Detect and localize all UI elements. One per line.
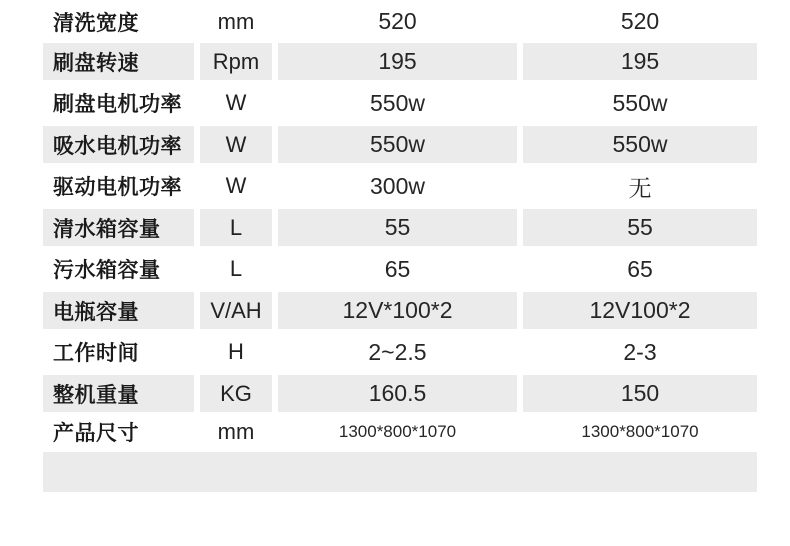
spec-unit: mm <box>217 8 255 34</box>
spec-row <box>43 163 757 209</box>
spec-value-model-2: 12V100*2 <box>523 292 757 329</box>
spec-row <box>43 209 757 246</box>
spec-value-model-1: 550w <box>370 89 425 116</box>
spec-label: 吸水电机功率 <box>43 126 194 163</box>
spec-row <box>43 246 757 292</box>
spec-row <box>43 126 757 163</box>
spec-value-model-1: 300w <box>370 172 425 199</box>
spec-value-model-2: 55 <box>523 209 757 246</box>
spec-row <box>43 0 757 43</box>
spec-row <box>43 375 757 412</box>
spec-label: 产品尺寸 <box>53 421 139 445</box>
spec-unit: mm <box>217 418 255 444</box>
spec-value-model-2: 195 <box>523 43 757 80</box>
spec-value-model-2: 550w <box>612 89 668 116</box>
spec-unit: Rpm <box>200 43 272 80</box>
spec-value-model-1: 195 <box>278 43 517 80</box>
empty-footer-band <box>43 452 757 492</box>
spec-label: 污水箱容量 <box>53 259 161 282</box>
spec-label: 清洗宽度 <box>53 11 139 35</box>
spec-value-model-1: 520 <box>378 8 417 34</box>
spec-label: 刷盘转速 <box>43 43 194 80</box>
spec-value-model-2: 1300*800*1070 <box>581 421 699 441</box>
spec-value-model-1: 55 <box>278 209 517 246</box>
spec-label: 驱动电机功率 <box>53 176 182 199</box>
spec-row <box>43 412 757 451</box>
spec-value-model-1: 550w <box>278 126 517 163</box>
spec-unit: V/AH <box>200 292 272 329</box>
spec-unit: H <box>228 339 244 364</box>
spec-label: 工作时间 <box>53 342 139 365</box>
spec-value-model-1: 2~2.5 <box>368 338 427 365</box>
spec-unit: L <box>229 256 243 281</box>
spec-row <box>43 329 757 375</box>
spec-value-model-2: 550w <box>523 126 757 163</box>
spec-label: 整机重量 <box>43 375 194 412</box>
spec-unit: W <box>200 126 272 163</box>
spec-value-model-2: 无 <box>628 174 652 201</box>
spec-value-model-2: 2-3 <box>623 338 657 365</box>
spec-unit: W <box>225 90 247 115</box>
spec-label: 电瓶容量 <box>43 292 194 329</box>
spec-label: 清水箱容量 <box>43 209 194 246</box>
spec-row <box>43 43 757 80</box>
spec-unit: KG <box>200 375 272 412</box>
spec-row <box>43 292 757 329</box>
spec-value-model-1: 12V*100*2 <box>278 292 517 329</box>
spec-value-model-1: 160.5 <box>278 375 517 412</box>
spec-unit: W <box>225 173 247 198</box>
spec-row <box>43 80 757 126</box>
spec-unit: L <box>200 209 272 246</box>
spec-value-model-1: 1300*800*1070 <box>338 421 457 441</box>
spec-value-model-1: 65 <box>384 255 411 282</box>
spec-value-model-2: 65 <box>627 255 653 282</box>
spec-value-model-2: 150 <box>523 375 757 412</box>
spec-label: 刷盘电机功率 <box>53 93 182 116</box>
spec-table <box>43 0 757 451</box>
spec-value-model-2: 520 <box>620 8 660 34</box>
